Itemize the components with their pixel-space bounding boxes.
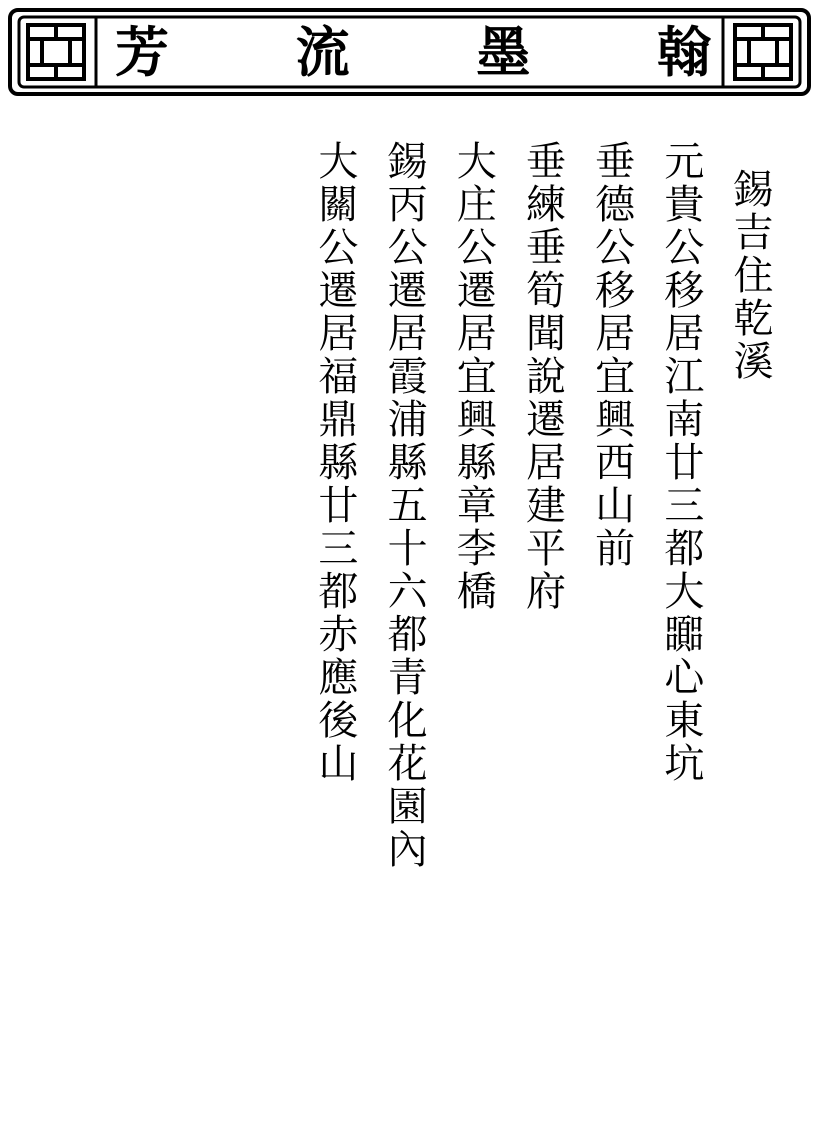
text-column: 元貴公移居江南廿三都大嚻心東坑 bbox=[657, 140, 704, 785]
text-column: 垂練垂筍聞說遷居建平府 bbox=[519, 140, 566, 613]
banner-char-2: 墨 bbox=[476, 20, 531, 84]
text-column: 垂德公移居宜興西山前 bbox=[588, 140, 635, 570]
banner-title bbox=[103, 14, 723, 90]
header-banner bbox=[8, 8, 811, 96]
text-column: 錫丙公遷居霞浦縣五十六都青化花園內 bbox=[381, 140, 428, 871]
banner-char-3: 流 bbox=[295, 20, 350, 84]
banner-char-4: 芳 bbox=[115, 20, 169, 84]
text-column: 錫吉住乾溪 bbox=[727, 168, 773, 383]
genealogy-text-body bbox=[293, 140, 777, 1060]
text-column: 大庄公遷居宜興縣章李橋 bbox=[450, 140, 497, 613]
text-column: 大關公遷居福鼎縣廿三都赤應後山 bbox=[311, 140, 358, 785]
banner-char-1: 翰 bbox=[656, 20, 711, 84]
